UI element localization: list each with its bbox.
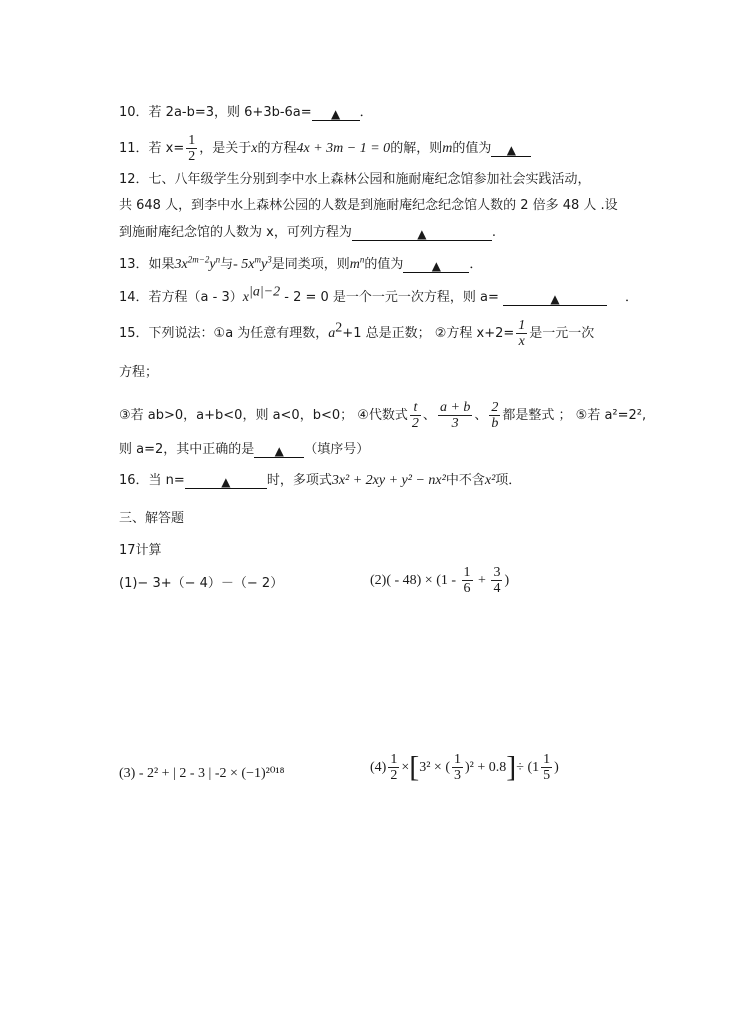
fraction-2-over-b: [489, 400, 500, 431]
text: ): [504, 573, 510, 588]
text: 到施耐庵纪念馆的人数为 x，可列方程为: [119, 225, 352, 240]
numerator: 1: [390, 752, 398, 767]
question-11: [119, 133, 531, 164]
text: ，是关于: [199, 141, 252, 156]
numerator: 1: [454, 752, 461, 767]
question-15-line3: [119, 400, 646, 431]
denominator: 2: [411, 416, 419, 431]
period: .: [491, 225, 496, 240]
text: ): [554, 760, 559, 775]
question-13: [119, 256, 482, 274]
text: 是一元一次: [529, 326, 595, 341]
text: 的解，则: [390, 141, 443, 156]
triangle-icon: ▲: [221, 475, 231, 489]
triangle-icon: ▲: [331, 107, 341, 121]
fraction-t-over-2: [410, 400, 421, 431]
question-17-title: 17计算: [119, 543, 162, 558]
exponent: 2m−2: [187, 254, 210, 265]
fraction: [388, 752, 399, 783]
fraction: [491, 565, 502, 596]
text: 16．当 n=: [119, 473, 185, 488]
answer-blank: [254, 443, 304, 458]
text: 的值为: [364, 257, 404, 272]
text: 的值为: [452, 141, 492, 156]
period: ．: [359, 105, 373, 120]
text: ÷ (1: [516, 760, 540, 775]
exponent: n: [215, 254, 221, 265]
right-bracket: ]: [506, 750, 517, 784]
text: (4): [370, 760, 387, 775]
question-15-line4: [119, 441, 369, 459]
question-12-line2: 共 648 人，到李中水上森林公园的人数是到施耐庵纪念纪念馆人数的 2 倍多 48 人 .设: [119, 198, 618, 213]
text: 15．下列说法：①a 为任意有理数，: [119, 326, 329, 341]
text: 都是整式 ； ⑤若 a²=2²,: [502, 408, 647, 423]
variable-m: m: [442, 141, 453, 156]
term: 3x: [174, 257, 188, 272]
fraction-1-over-x: [516, 318, 527, 349]
answer-blank: [503, 291, 607, 306]
text: 是同类项，则: [271, 257, 350, 272]
base: m: [349, 257, 360, 272]
text: （填序号）: [304, 442, 370, 457]
numerator: 1: [463, 565, 471, 580]
question-12-line1: 12．七、八年级学生分别到李中水上森林公园和施耐庵纪念馆参加社会实践活动，: [119, 172, 591, 187]
section-heading: 三、解答题: [119, 511, 185, 526]
question-10: [119, 104, 373, 122]
separator: 、: [474, 408, 488, 423]
text: 项．: [495, 473, 522, 488]
text: +1 总是正数； ②方程 x+2=: [342, 326, 515, 341]
answer-blank: [491, 142, 531, 157]
text: 的方程: [257, 141, 297, 156]
equation: 4x + 3m − 1 = 0: [296, 141, 391, 156]
fraction-a-plus-b-over-3: [438, 400, 472, 431]
term-1: [174, 254, 221, 272]
term: - 5x: [233, 257, 255, 272]
numerator: 1: [543, 752, 551, 767]
exponent: |a|−2: [248, 284, 281, 300]
exponent: 2: [335, 320, 343, 336]
denominator: 4: [493, 581, 501, 596]
term-2: [233, 254, 272, 272]
text: 时，多项式: [266, 473, 332, 488]
problem-17-2: [370, 565, 509, 596]
text: ③若 ab>0，a+b<0，则 a<0，b<0； ④代数式: [119, 408, 408, 423]
answer-blank: [403, 258, 469, 273]
numerator: 2: [491, 400, 499, 415]
problem-17-3: [119, 765, 285, 783]
denominator: x: [518, 334, 525, 349]
triangle-icon: ▲: [274, 444, 284, 458]
triangle-icon: ▲: [506, 143, 516, 157]
question-15-line1: [119, 318, 594, 349]
text: 14．若方程（a - 3）: [119, 290, 243, 305]
problem-17-1: (1)− 3+（− 4）－（− 2）: [119, 576, 284, 591]
numerator: t: [410, 400, 421, 416]
variable-a: a: [328, 326, 336, 341]
text: 则 a=2，其中正确的是: [119, 442, 255, 457]
question-16: [119, 472, 521, 490]
text: 3² × (: [419, 760, 450, 775]
question-10-text: 10．若 2a-b=3，则 6+3b-6a=: [119, 105, 312, 120]
period: ．: [625, 290, 639, 305]
m-power-n: [349, 254, 365, 272]
denominator: 3: [454, 768, 461, 783]
denominator: 2: [188, 149, 196, 164]
text: 中不含: [445, 473, 485, 488]
variable-x: x: [242, 290, 249, 305]
numerator: 3: [493, 565, 501, 580]
term-x-squared: x²: [484, 473, 496, 488]
expression: (3) - 2² + | 2 - 3 | -2 × (−1)²⁰¹⁸: [119, 766, 285, 781]
text: - 2 = 0 是一个一元一次方程，则 a=: [280, 290, 504, 305]
text: )² + 0.8: [465, 760, 507, 775]
numerator: a + b: [439, 400, 471, 415]
left-bracket: [: [409, 750, 420, 784]
exponent: n: [359, 254, 365, 265]
fraction: [541, 752, 552, 783]
fraction: [462, 565, 473, 596]
variable-x: x: [251, 141, 258, 156]
operator: ×: [401, 760, 410, 775]
polynomial: 3x² + 2xy + y² − nx²: [331, 473, 446, 488]
question-14: [119, 284, 639, 307]
denominator: b: [491, 416, 499, 431]
denominator: 5: [543, 768, 551, 783]
fraction: [452, 752, 463, 783]
question-11-prefix: 11．若 x=: [119, 141, 185, 156]
term: y: [209, 257, 216, 272]
answer-blank: [312, 106, 360, 121]
operator: +: [474, 573, 490, 588]
denominator: 6: [463, 581, 471, 596]
separator: 、: [422, 408, 436, 423]
exponent: m: [254, 254, 261, 265]
problem-17-4: [370, 752, 559, 783]
denominator: 2: [390, 768, 398, 783]
numerator: 1: [518, 318, 526, 333]
denominator: 3: [451, 416, 459, 431]
triangle-icon: ▲: [417, 227, 427, 241]
triangle-icon: ▲: [550, 292, 560, 306]
answer-blank: [352, 226, 492, 241]
answer-blank: [185, 474, 267, 489]
text: (2)( - 48) × (1 -: [370, 573, 460, 588]
numerator: 1: [188, 133, 196, 148]
text: 与: [220, 257, 234, 272]
exponent: 3: [267, 254, 272, 265]
question-15-line2: 方程；: [119, 365, 159, 380]
term: y: [260, 257, 268, 272]
fraction-half: [186, 133, 197, 164]
question-12-line3: [119, 224, 496, 242]
text: 13．如果: [119, 257, 175, 272]
triangle-icon: ▲: [431, 259, 441, 273]
period: ．: [469, 257, 483, 272]
